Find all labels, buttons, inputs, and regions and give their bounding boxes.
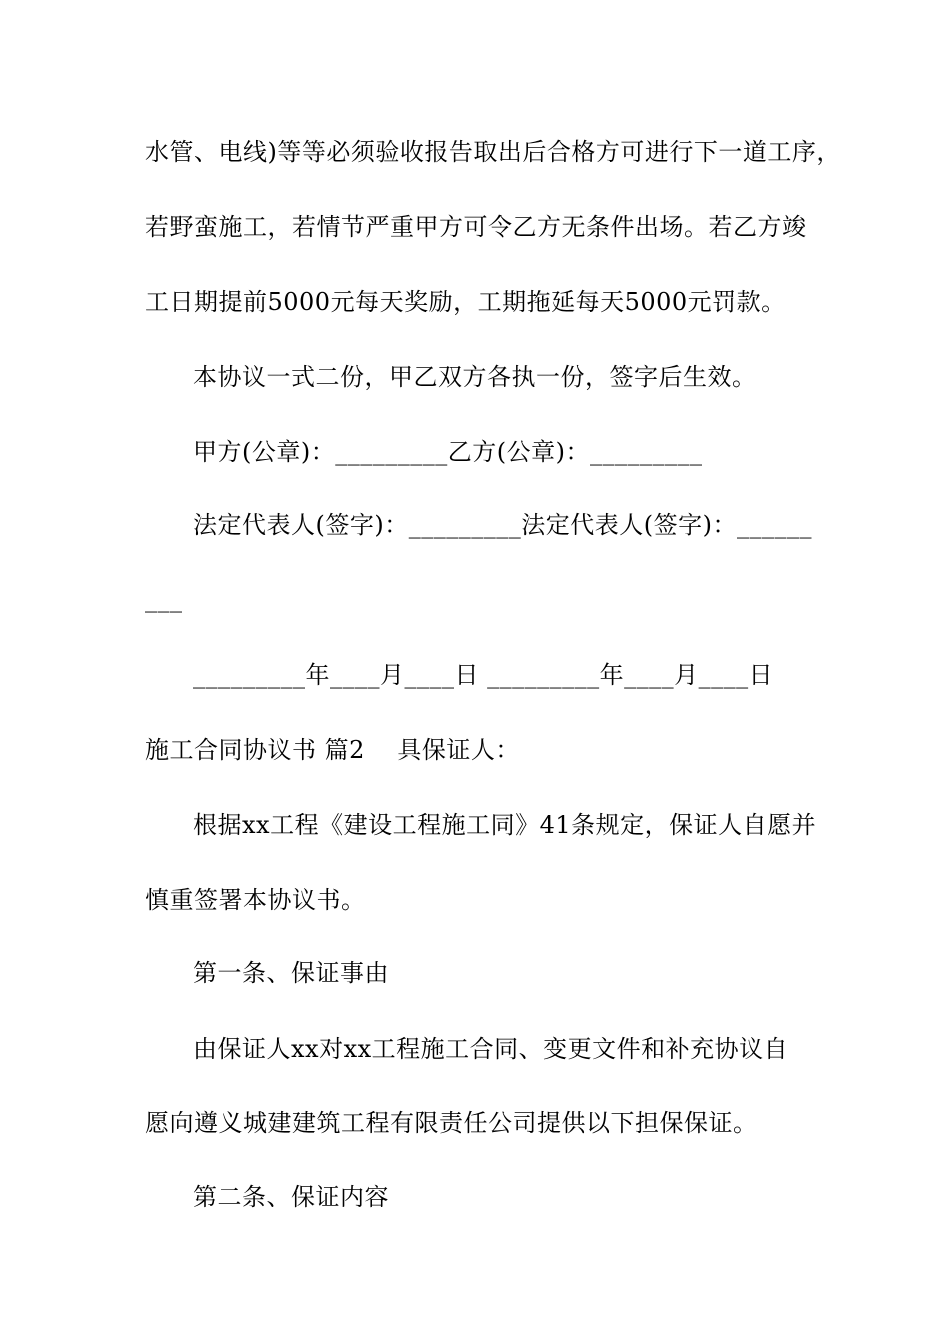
body-text-line: 若野蛮施工，若情节严重甲方可令乙方无条件出场。若乙方竣 <box>145 213 807 241</box>
signature-line-continuation: ___ <box>145 585 183 613</box>
body-text-line: 慎重签署本协议书。 <box>145 886 366 914</box>
body-text-line: 愿向遵义城建建筑工程有限责任公司提供以下担保保证。 <box>145 1109 758 1137</box>
agreement-copies-clause: 本协议一式二份，甲乙双方各执一份，签字后生效。 <box>193 363 757 391</box>
representative-signature-line: 法定代表人(签字)：_________法定代表人(签字)：______ <box>193 511 812 539</box>
body-text-line: 由保证人xx对xx工程施工合同、变更文件和补充协议自 <box>193 1035 789 1063</box>
body-text-line: 工日期提前5000元每天奖励，工期拖延每天5000元罚款。 <box>145 288 786 316</box>
date-line: _________年____月____日 _________年____月____日 <box>193 661 774 689</box>
body-text-line: 水管、电线)等等必须验收报告取出后合格方可进行下一道工序， <box>145 138 841 166</box>
article-heading: 第二条、保证内容 <box>193 1183 389 1211</box>
party-seal-line: 甲方(公章)：_________乙方(公章)：_________ <box>193 438 703 466</box>
body-text-line: 根据xx工程《建设工程施工同》41条规定，保证人自愿并 <box>193 811 817 839</box>
article-heading: 第一条、保证事由 <box>193 959 389 987</box>
section-heading: 施工合同协议书 篇2 具保证人： <box>145 736 520 764</box>
